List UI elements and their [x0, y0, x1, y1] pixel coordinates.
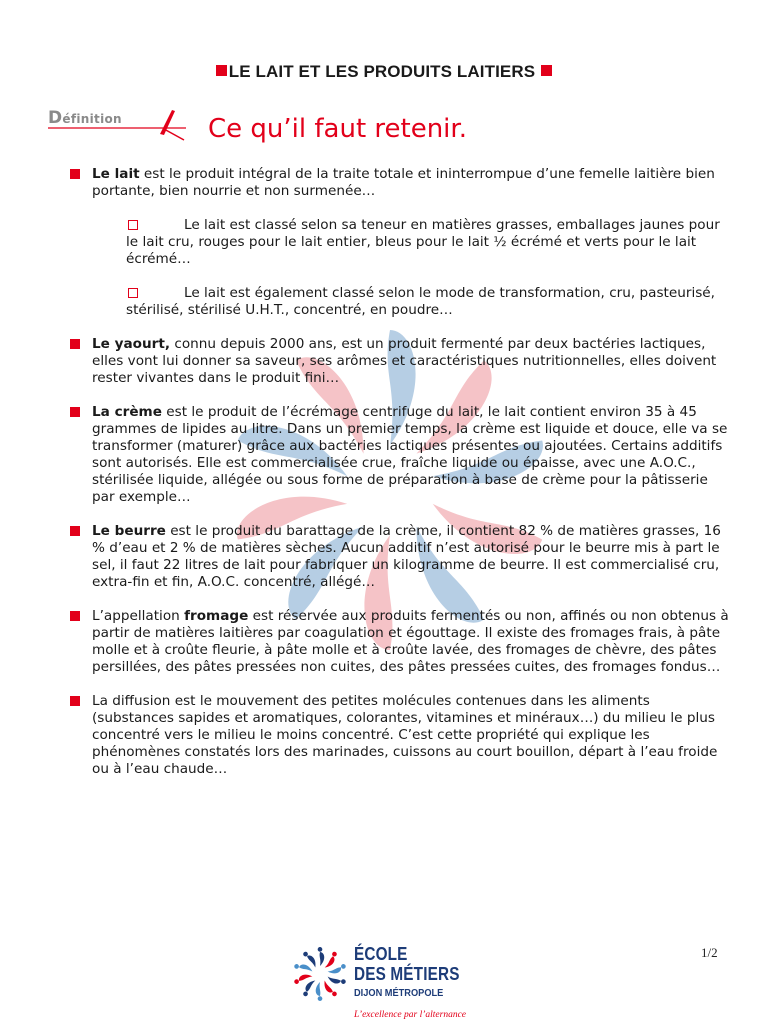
page-number: 1/2	[701, 945, 718, 960]
red-square-bullet-icon	[70, 526, 80, 536]
red-square-bullet-icon	[70, 407, 80, 417]
empty-square-bullet-icon	[128, 288, 138, 298]
milk-subitem: Le lait est également classé selon le mode de transformation, cru, pasteurisé, stérilisé, stérilisé U.H.T., concentré, en poudre…	[126, 285, 715, 318]
star-petal	[327, 967, 342, 976]
star-petal	[320, 952, 325, 966]
empty-square-bullet-icon	[128, 220, 138, 230]
star-petal	[316, 982, 321, 996]
star-dot	[318, 996, 323, 1001]
section-cheese: L’appellation fromage est réservée aux produits fermentés ou non, affinés ou non obtenus à partir de matières laitières par coagulation et égouttage. Il existe des fromages frais, à pâte molle et à croûte fleurie, à pâte molle et à croûte lavée, des fromages de chèvre, des pâtes persillées, des pâtes pressées non cuites, des pâtes pressées cuites, des fromages fondus…	[70, 608, 730, 676]
section-butter: Le beurre est le produit du barattage de la crème, il contient 82 % de matières grasses, 16 % d’eau et 2 % de matières sèches. Aucun additif n’est autorisé pour le beurre mis à part le sel, il faut 22 litres de lait pour fabriquer un kilogramme de beurre. Il est commercialisé cru, extra-fin et fin, A.O.C. concentré, allégé…	[70, 523, 730, 591]
star-petal	[324, 956, 336, 970]
star-dot	[302, 991, 309, 998]
content-body	[70, 166, 730, 795]
milk-subitem: Le lait est classé selon sa teneur en matières grasses, emballages jaunes pour le lait cru, rouges pour le lait entier, bleus pour le lait ½ écrémé et verts pour le lait écrémé…	[126, 217, 720, 267]
star-dot	[331, 951, 338, 958]
section-milk: Le lait est le produit intégral de la traite totale et ininterrompue d’une femelle laitière bien portante, bien nourrie et non surmenée…	[70, 166, 730, 200]
star-dot	[294, 979, 300, 985]
red-square-icon	[541, 65, 552, 76]
star-petal	[326, 976, 341, 985]
star-petal	[307, 954, 319, 968]
section-diffusion: La diffusion est le mouvement des petites molécules contenues dans les aliments (substances sapides et aromatiques, colorantes, vitamines et minéraux…) du milieu le plus concentré vers le milieu le moins concentré. C’est cette propriété qui explique les phénomènes constatés lors des marinades, cuissons au court bouillon, départ à l’eau froide ou à l’eau chaude…	[70, 693, 730, 778]
star-petal	[298, 972, 313, 981]
star-petal	[299, 963, 314, 972]
logo-tagline: L’excellence par l’alternance	[354, 1010, 467, 1020]
red-square-bullet-icon	[70, 611, 80, 621]
logo-star-icon	[292, 946, 348, 1002]
logo-line-2: DES MÉTIERS	[354, 964, 460, 984]
title-text: LE LAIT ET LES PRODUITS LAITIERS	[228, 62, 536, 81]
star-dot	[294, 963, 300, 969]
document-title	[0, 62, 768, 82]
definition-label: Définition	[48, 108, 122, 128]
red-square-bullet-icon	[70, 169, 80, 179]
star-petal	[304, 978, 316, 992]
red-square-icon	[216, 65, 227, 76]
headline: Ce qu’il faut retenir.	[208, 114, 467, 144]
school-logo	[292, 944, 492, 1024]
section-yogurt: Le yaourt, connu depuis 2000 ans, est un produit fermenté par deux bactéries lactiques, elles vont lui donner sa saveur, ses arômes et caractéristiques nutritionnelles, elles doivent rester vivantes dans le produit fini…	[70, 336, 730, 387]
section-cream: La crème est le produit de l’écrémage centrifuge du lait, le lait contient environ 35 à 45 grammes de lipides au litre. Dans un premier temps, la crème est liquide et douce, elle va se transformer (maturer) grâce aux bactéries lactiques présentes ou ajoutées. Certains additifs sont autorisés. Elle est commercialisée crue, fraîche liquide ou épaisse, avec une A.O.C., stérilisée liquide, allégée ou sous forme de préparation à base de crème pour la pâtisserie par exemple…	[70, 404, 730, 506]
logo-line-3: DIJON MÉTROPOLE	[354, 987, 444, 999]
logo-line-1: ÉCOLE	[354, 944, 408, 964]
red-square-bullet-icon	[70, 696, 80, 706]
star-dot	[340, 963, 346, 969]
star-dot	[318, 947, 323, 952]
star-petal	[321, 980, 333, 994]
red-square-bullet-icon	[70, 339, 80, 349]
star-dot	[340, 979, 346, 985]
